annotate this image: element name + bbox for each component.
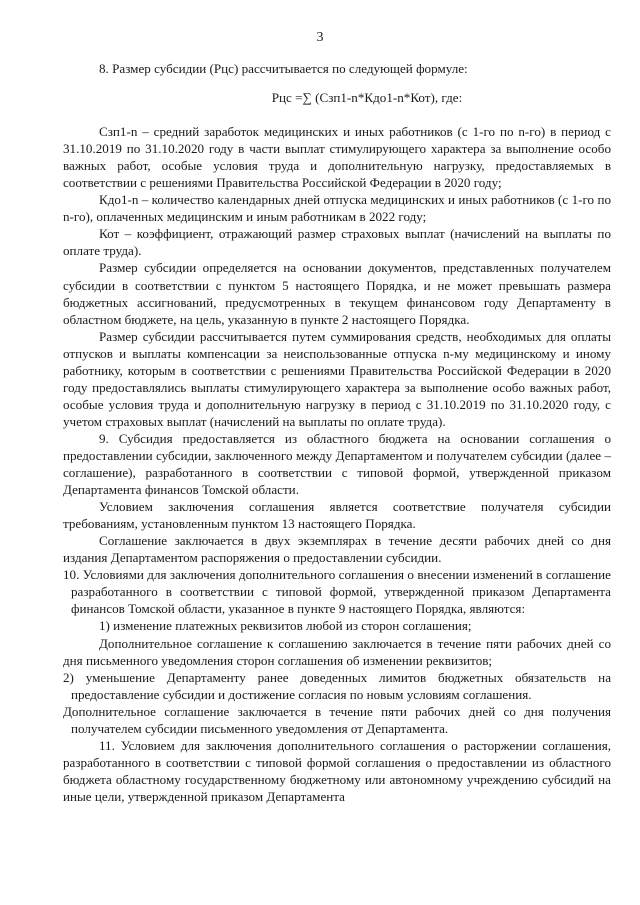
paragraph: Кдо1-n – количество календарных дней отпуска медицинских и иных работников (с 1-го по n-го), оплаченных медицинским и иным работникам в 2022 году;: [63, 192, 611, 225]
paragraph: Кот – коэффициент, отражающий размер страховых выплат (начислений на выплаты по оплате труда).: [63, 226, 611, 259]
paragraph: 1) изменение платежных реквизитов любой из сторон соглашения;: [99, 618, 472, 634]
paragraph: 8. Размер субсидии (Рцс) рассчитывается по следующей формуле:: [99, 61, 468, 76]
paragraph: Дополнительное соглашение заключается в течение пяти рабочих дней со дня получения получателем субсидии письменного уведомления от Департамента.: [63, 703, 611, 736]
paragraph: Дополнительное соглашение к соглашению заключается в течение пяти рабочих дней со дня письменного уведомления сторон соглашения об изменении реквизитов;: [63, 635, 611, 668]
paragraph: Размер субсидии рассчитывается путем суммирования средств, необходимых для оплаты отпусков и выплаты компенсации за неиспользованные отпуска n-му медицинскому и иному работнику, которым в соответствии с решениями Правительства Российской Федерации в 2020 году предоставлялись выплаты стимулирующего характера за выполнение особо важных работ, особые условия труда и дополнительную нагрузку в период с 31.10.2019 по 31.10.2020 году, с учетом страховых выплат (начислений на выплаты по оплате труда).: [63, 328, 611, 429]
paragraph: Размер субсидии определяется на основании документов, представленных получателем субсидии в соответствии с пунктом 5 настоящего Порядка, и не может превышать размера бюджетных ассигнований, предусмотренных в текущем финансовом году Департаменту в областном бюджете, на цель, указанную в пункте 2 настоящего Порядка.: [63, 260, 611, 327]
paragraph: Соглашение заключается в двух экземплярах в течение десяти рабочих дней со дня издания Департаментом распоряжения о предоставлении субсидии.: [63, 533, 611, 566]
paragraph: 10. Условиями для заключения дополнительного соглашения о внесении изменений в соглашение разработанного в соответствии с типовой формой, утвержденной приказом Департамента финансов Томской области, указанное в пункте 9 настоящего Порядка, являются:: [63, 567, 611, 617]
paragraph: Условием заключения соглашения является соответствие получателя субсидии требованиям, установленным пунктом 13 настоящего Порядка.: [63, 499, 611, 532]
paragraph: 2) уменьшение Департаменту ранее доведенных лимитов бюджетных обязательств на предоставление субсидии и достижение согласия по новым условиям соглашения.: [63, 669, 611, 702]
paragraph: Сзп1-n – средний заработок медицинских и иных работников (с 1-го по n-го) в период с 31.10.2019 по 31.10.2020 году в части выплат стимулирующего характера за выполнение особо важных работ, особые условия труда и дополнительную нагрузку, предоставляемых в соответствии с решениями Правительства Российской Федерации в 2020 году;: [63, 124, 611, 191]
formula: Рцс =∑ (Сзп1-n*Кдо1-n*Кот), где:: [271, 90, 463, 106]
paragraph: 11. Условием для заключения дополнительного соглашения о расторжении соглашения, разработанного в соответствии с типовой формой соглашения о предоставлении из областного бюджета областному государственному бюджетному или автономному учреждению субсидий на иные цели, утвержденной приказом Департамента: [63, 737, 611, 804]
paragraph: 9. Субсидия предоставляется из областного бюджета на основании соглашения о предоставлении субсидии, заключенного между Департаментом и получателем субсидии (далее – соглашение), разработанного в соответствии с типовой формой, утвержденной приказом Департамента финансов Томской области.: [63, 430, 611, 498]
page-number: 3: [316, 30, 324, 45]
document-body: [63, 60, 611, 805]
